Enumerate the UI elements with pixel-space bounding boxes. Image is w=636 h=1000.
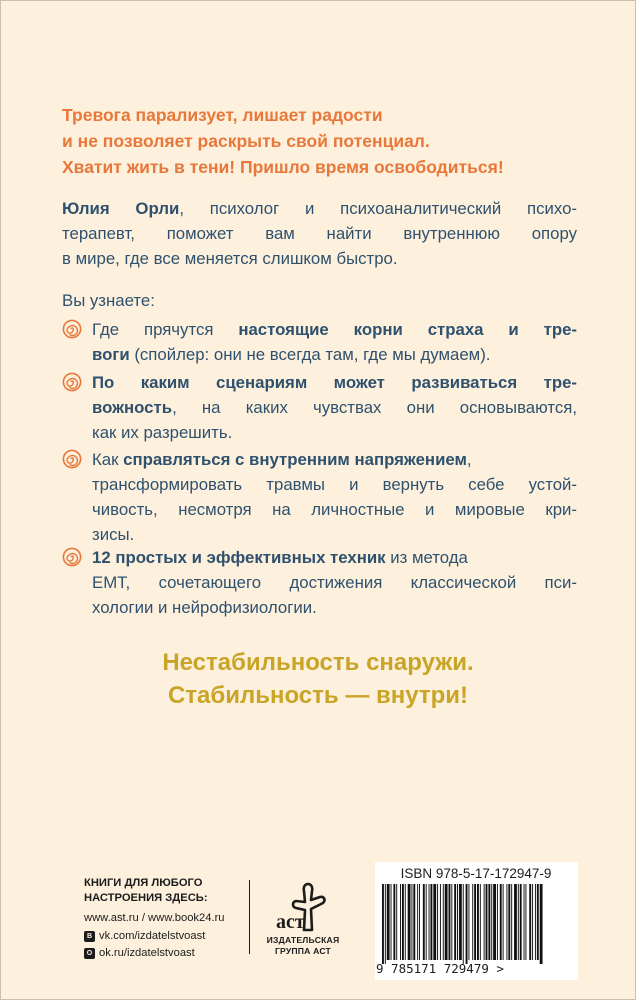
barcode-bar: [525, 884, 526, 960]
barcode-bar: [491, 884, 492, 960]
ok-link[interactable]: [84, 946, 244, 961]
barcode-bar: [524, 884, 525, 960]
slogan-line-1: Нестабильность снаружи.: [162, 649, 474, 676]
author-line-3: в мире, где все меняется слишком быстро.: [62, 249, 398, 268]
barcode-bar: [426, 884, 427, 960]
intro-line-2: и не позволяет раскрыть свой потенциал.: [62, 131, 430, 151]
barcode-digits: 9 785171 729479 >: [376, 961, 504, 976]
author-description: [62, 196, 577, 271]
barcode-bar: [405, 884, 406, 960]
barcode-bar: [402, 884, 404, 960]
author-line-2: терапевт, поможет вам найти внутреннюю опору: [62, 224, 577, 243]
bullet-2-line-2: вожность, на каких чувствах они основываются,: [92, 398, 577, 417]
barcode-bar: [493, 884, 496, 960]
intro-line-3: Хватит жить в тени! Пришло время освободиться!: [62, 157, 504, 177]
barcode-bar: [408, 884, 411, 960]
barcode-bar: [400, 884, 401, 960]
barcode-bar: [466, 884, 468, 964]
barcode-bar: [382, 884, 384, 964]
author-name: Юлия Орли: [62, 199, 180, 218]
spiral-icon: [62, 372, 82, 392]
barcode-bar: [385, 884, 386, 964]
isbn-label: ISBN 978-5-17-172947-9: [400, 866, 552, 881]
bullet-1-line-2: воги (спойлер: они не всегда там, где мы думаем).: [92, 345, 491, 364]
bullet-4-line-3: хологии и нейрофизиологии.: [92, 598, 317, 617]
bullet-1-line-1: Где прячутся настоящие корни страха и тре-: [92, 320, 578, 339]
barcode-bar: [537, 884, 539, 960]
barcode-bar: [433, 884, 436, 960]
barcode-bar: [449, 884, 451, 960]
barcode-bar: [477, 884, 479, 960]
barcode-bar: [474, 884, 476, 960]
barcode-bar: [488, 884, 490, 960]
vk-icon: В: [84, 931, 95, 942]
links-heading-2: НАСТРОЕНИЯ ЗДЕСЬ:: [84, 892, 208, 904]
barcode-bar: [437, 884, 438, 960]
vk-link[interactable]: [84, 929, 244, 944]
barcode-bar: [497, 884, 498, 960]
slogan: [0, 646, 636, 712]
barcode-bar: [445, 884, 448, 960]
barcode-bar: [472, 884, 473, 960]
ok-link-text: ok.ru/izdatelstvoast: [99, 947, 195, 959]
barcode-bar: [419, 884, 420, 960]
bullet-4-line-2: ЕМТ, сочетающего достижения классической пси-: [92, 573, 577, 592]
barcode-bar: [514, 884, 517, 960]
barcode-bar: [506, 884, 507, 960]
bullet-2-line-1: По каким сценариям может развиваться тре-: [92, 373, 577, 392]
barcode-bar: [391, 884, 392, 960]
barcode-bar: [540, 884, 543, 964]
barcode-bar: [396, 884, 397, 960]
barcode-bar: [503, 884, 504, 960]
spiral-icon: [62, 547, 82, 567]
bullet-2-line-3: как их разрешить.: [92, 423, 233, 442]
barcode-bar: [529, 884, 531, 960]
spiral-icon: [62, 449, 82, 469]
barcode-bar: [423, 884, 425, 960]
barcode-bar: [443, 884, 444, 960]
barcode-bar: [480, 884, 481, 960]
barcode-bar: [518, 884, 519, 960]
bullet-4-line-1: 12 простых и эффективных техник из метода: [92, 548, 468, 567]
barcode-bar: [430, 884, 432, 960]
spiral-icon: [62, 319, 82, 339]
links-heading-1: КНИГИ ДЛЯ ЛЮБОГО: [84, 877, 203, 889]
barcode-bar: [411, 884, 412, 960]
barcode-bar: [413, 884, 415, 960]
barcode-bar: [459, 884, 462, 960]
barcode-bar: [500, 884, 502, 960]
barcode-bar: [532, 884, 533, 960]
learn-heading: Вы узнаете:: [62, 291, 155, 310]
barcode: [380, 884, 545, 964]
svg-text:аст: аст: [276, 911, 305, 933]
barcode-bar: [508, 884, 510, 960]
barcode-bar: [468, 884, 469, 960]
barcode-bar: [417, 884, 418, 960]
footer-divider: [249, 880, 250, 954]
intro-line-1: Тревога парализует, лишает радости: [62, 105, 383, 125]
barcode-bar: [484, 884, 485, 960]
publisher-caption: ИЗДАТЕЛЬСКАЯ ГРУППА АСТ: [266, 935, 340, 956]
slogan-line-2: Стабильность — внутри!: [167, 682, 469, 709]
barcode-bar: [486, 884, 488, 960]
bullet-3-line-1: Как справляться с внутренним напряжением,: [92, 450, 472, 469]
barcode-bar: [429, 884, 430, 960]
intro-block: [62, 102, 582, 180]
barcode-bar: [457, 884, 458, 960]
barcode-bar: [440, 884, 441, 960]
bullet-3-line-4: зисы.: [92, 525, 135, 544]
barcode-bar: [387, 884, 390, 960]
barcode-bar: [393, 884, 395, 960]
barcode-bar: [535, 884, 536, 960]
publisher-links: [84, 876, 244, 961]
barcode-bar: [451, 884, 452, 960]
vk-link-text: vk.com/izdatelstvoast: [99, 930, 206, 942]
barcode-bar: [463, 884, 464, 964]
ok-icon: О: [84, 948, 95, 959]
bullet-3-line-2: трансформировать травмы и вернуть себе устой-: [92, 475, 577, 494]
barcode-bar: [454, 884, 456, 960]
barcode-bar: [511, 884, 512, 960]
sites-link[interactable]: www.ast.ru / www.book24.ru: [84, 912, 225, 924]
author-line-1: Юлия Орли, психолог и психоаналитический психо-: [62, 199, 578, 218]
bullet-3-line-3: чивость, несмотря на личностные и мировые кри-: [92, 500, 577, 519]
barcode-bar: [520, 884, 522, 960]
